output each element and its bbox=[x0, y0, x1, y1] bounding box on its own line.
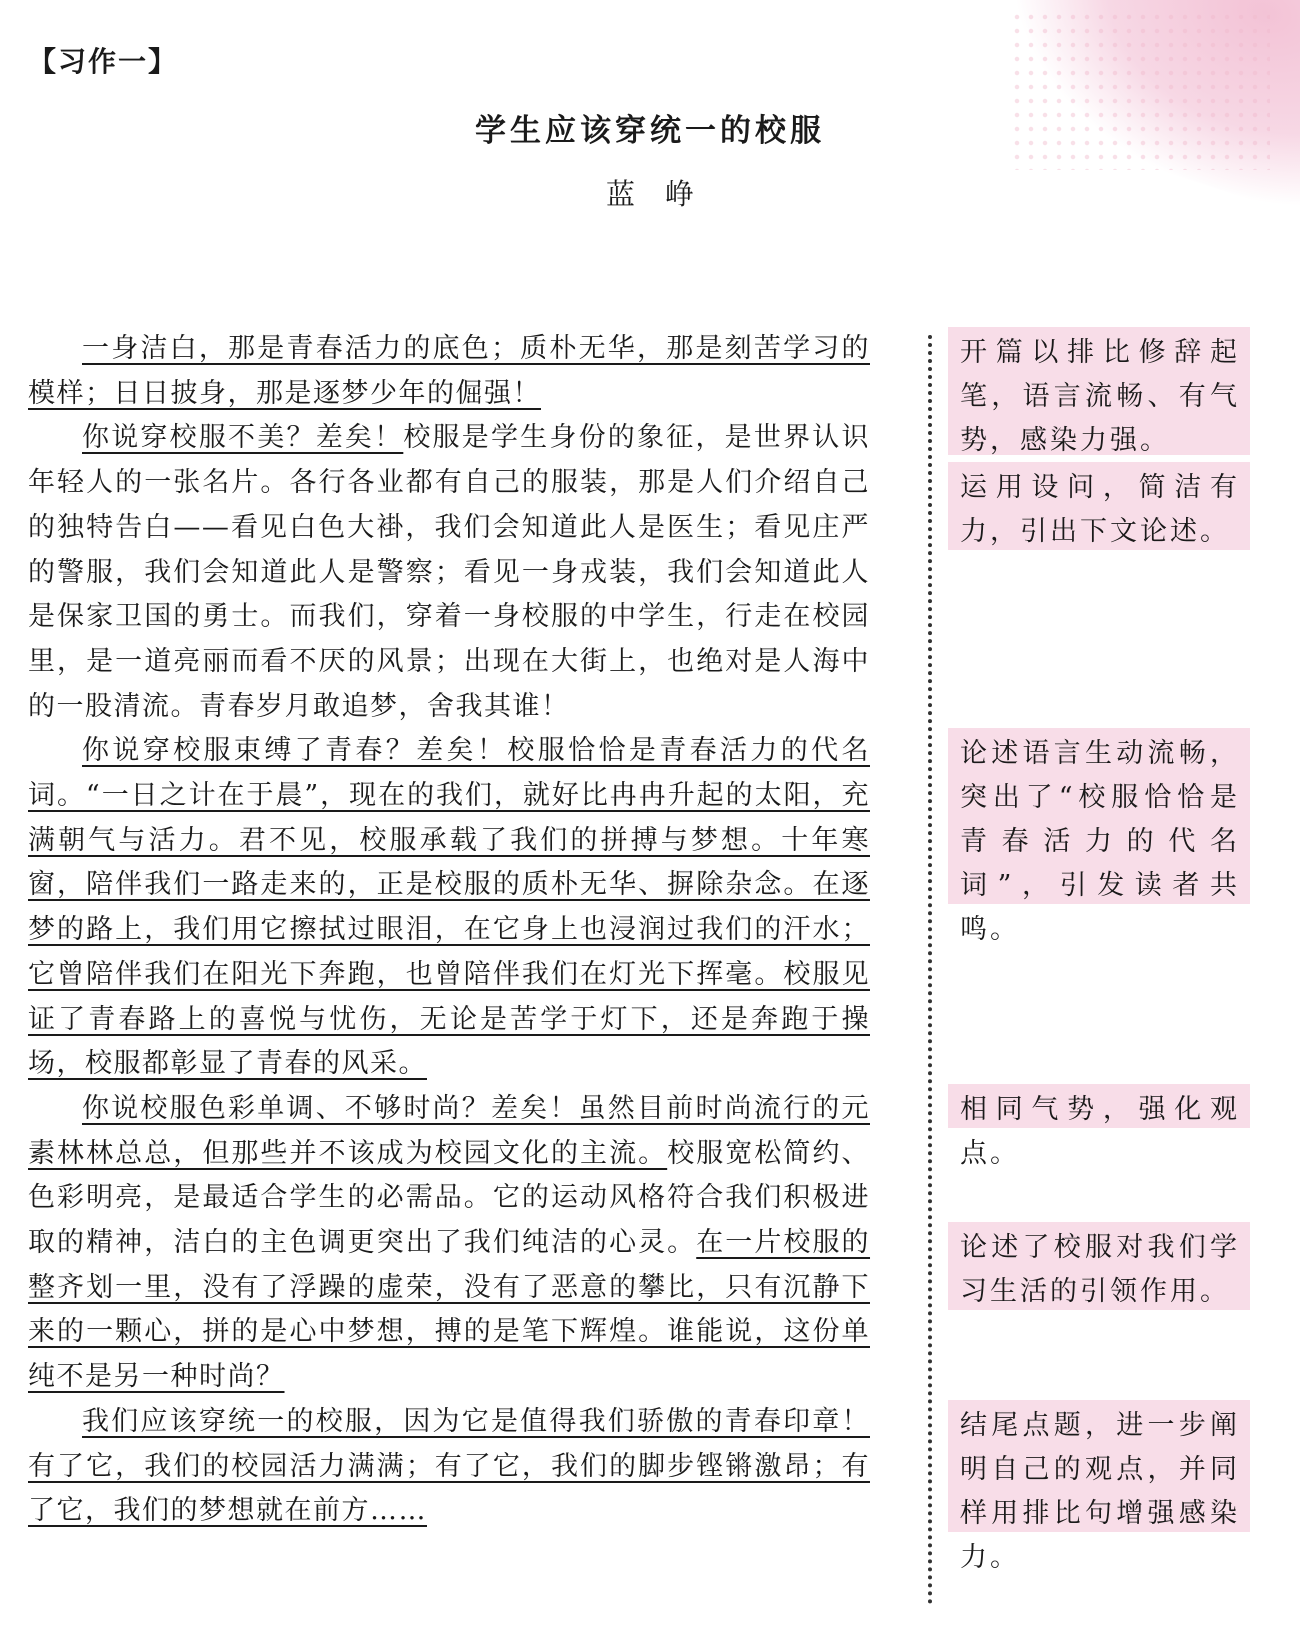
dotted-divider bbox=[928, 335, 932, 1605]
essay-title: 学生应该穿统一的校服 bbox=[475, 113, 825, 149]
paragraph-1-segment-1: 一身洁白，那是青春活力的底色；质朴无华，那是刻苦学习的模样；日日披身，那是逐梦少年的倔强！ bbox=[28, 333, 870, 409]
essay-author: 蓝峥 bbox=[605, 177, 724, 211]
paragraph-4-segment-1: 你说校服色彩单调、不够时尚？差矣！虽然目前时尚流行的元素林林总总，但那些并不该成为校园文化的主流。 bbox=[28, 1092, 870, 1169]
annotation-note-5: 论述了校服对我们学习生活的引领作用。 bbox=[948, 1222, 1250, 1310]
paragraph-2-segment-2: 校服是学生身份的象征，是世界认识年轻人的一张名片。各行各业都有自己的服装，那是人们介绍自己的独特告白——看见白色大褂，我们会知道此人是医生；看见庄严的警服，我们会知道此人是警察；看见一身戎装，我们会知道此人是保家卫国的勇士。而我们，穿着一身校服的中学生，行走在校园里，是一道亮丽而看不厌的风景；出现在大街上，也绝对是人海中的一股清流。青春岁月敢追梦，舍我其谁！ bbox=[28, 422, 871, 722]
annotation-note-4: 相同气势，强化观点。 bbox=[948, 1084, 1250, 1128]
annotation-note-6: 结尾点题，进一步阐明自己的观点，并同样用排比句增强感染力。 bbox=[948, 1400, 1250, 1532]
paragraph-4-segment-3: 在一片校服的整齐划一里，没有了浮躁的虚荣，没有了恶意的攀比，只有沉静下来的一颗心，拼的是心中梦想，搏的是笔下辉煌。谁能说，这份单纯不是另一种时尚？ bbox=[28, 1227, 871, 1393]
essay-body bbox=[28, 327, 870, 1534]
paragraph-5-segment-1: 我们应该穿统一的校服，因为它是值得我们骄傲的青春印章！有了它，我们的校园活力满满；有了它，我们的脚步铿锵激昂；有了它，我们的梦想就在前方…… bbox=[28, 1405, 870, 1527]
paragraph-2-segment-1: 你说穿校服不美？差矣！ bbox=[82, 422, 404, 454]
annotation-note-1: 开篇以排比修辞起笔，语言流畅、有气势，感染力强。 bbox=[948, 327, 1250, 455]
paragraph-2 bbox=[28, 416, 870, 729]
section-label: 【习作一】 bbox=[28, 45, 179, 78]
paragraph-5 bbox=[28, 1400, 870, 1534]
paragraph-3-segment-1: 你说穿校服束缚了青春？差矣！校服恰恰是青春活力的代名词。“一日之计在于晨”，现在的我们，就好比冉冉升起的太阳，充满朝气与活力。君不见，校服承载了我们的拼搏与梦想。十年寒窗，陪伴我们一路走来的，正是校服的质朴无华、摒除杂念。在逐梦的路上，我们用它擦拭过眼泪，在它身上也浸润过我们的汗水；它曾陪伴我们在阳光下奔跑，也曾陪伴我们在灯光下挥毫。校服见证了青春路上的喜悦与忧伤，无论是苦学于灯下，还是奔跑于操场，校服都彰显了青春的风采。 bbox=[28, 735, 870, 1080]
paragraph-1 bbox=[28, 327, 870, 416]
paragraph-4 bbox=[28, 1087, 870, 1400]
paragraph-4-segment-2: 校服宽松简约、色彩明亮，是最适合学生的必需品。它的运动风格符合我们积极进取的精神，洁白的主色调更突出了我们纯洁的心灵。 bbox=[28, 1137, 871, 1259]
paragraph-3 bbox=[28, 729, 870, 1087]
annotation-note-3: 论述语言生动流畅，突出了“校服恰恰是青春活力的代名词”，引发读者共鸣。 bbox=[948, 728, 1250, 904]
annotation-note-2: 运用设问，简洁有力，引出下文论述。 bbox=[948, 462, 1250, 550]
